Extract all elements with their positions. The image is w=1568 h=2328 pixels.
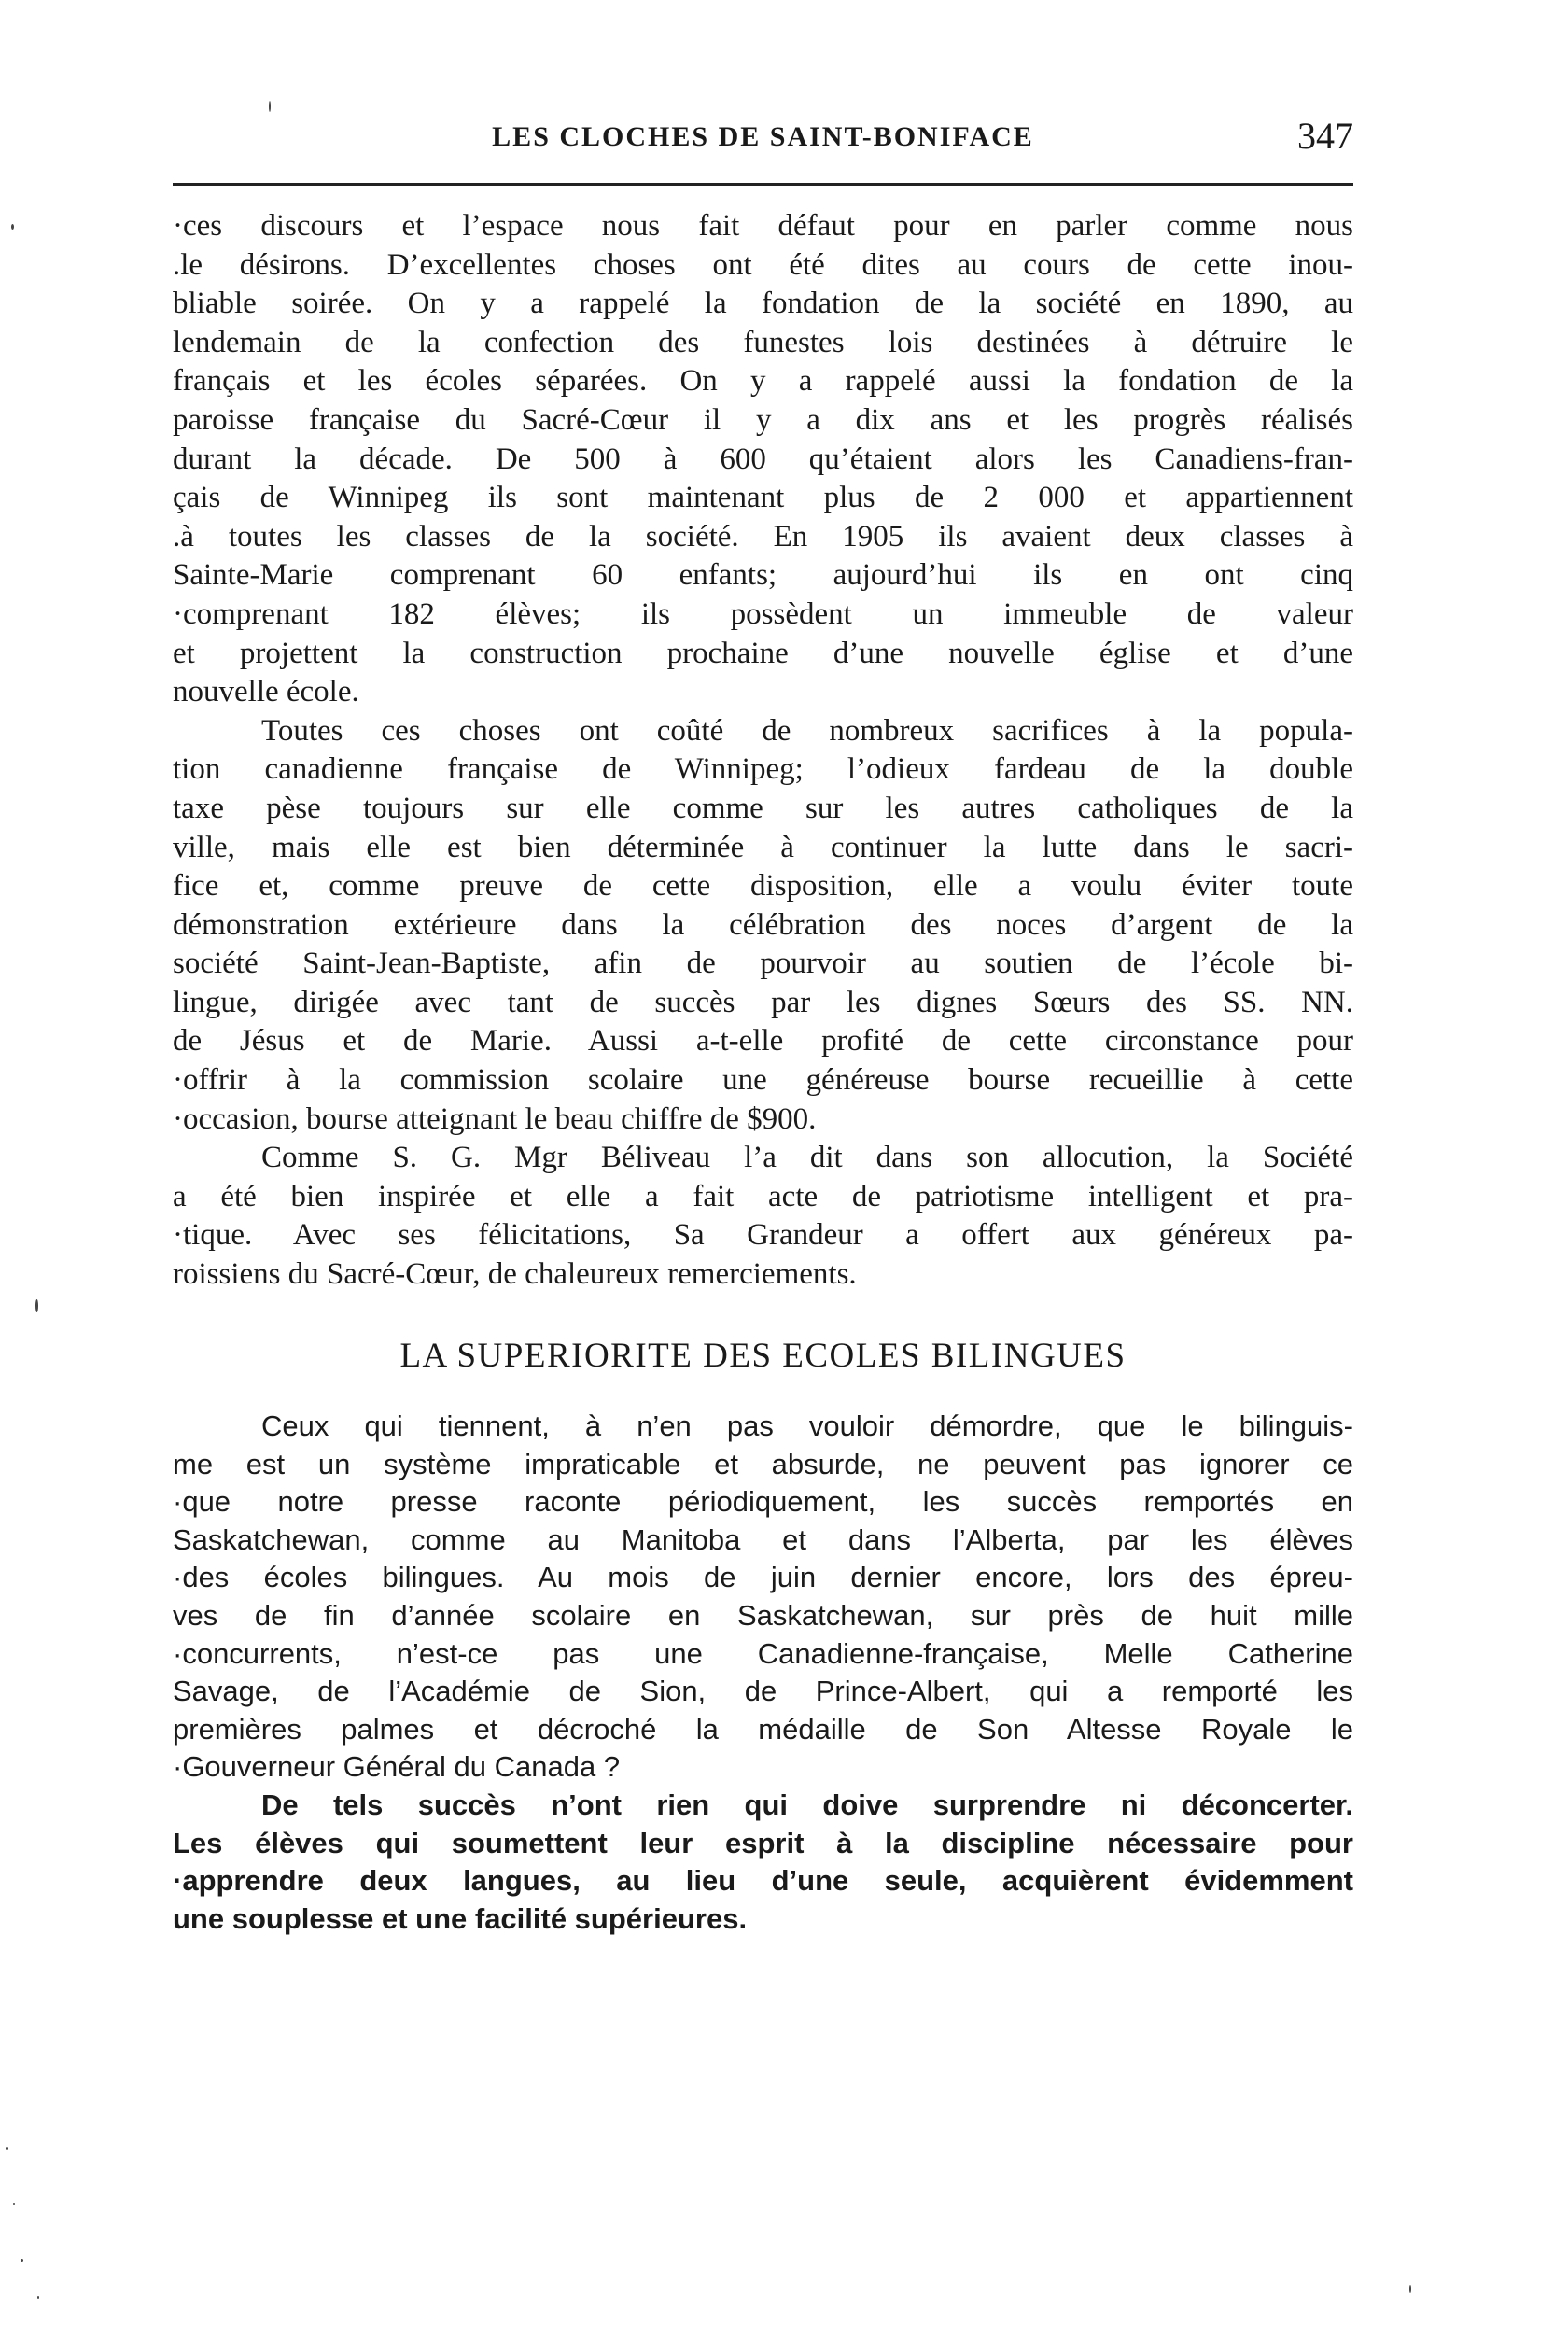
running-title: LES CLOCHES DE SAINT-BONIFACE	[492, 121, 1034, 152]
text-line: paroisse française du Sacré-Cœur il y a dix ans et les progrès réalisés	[173, 402, 1353, 437]
text-line: De tels succès n’ont rien qui doive surprendre ni déconcerter.	[261, 1788, 1353, 1821]
text-line: nouvelle école.	[173, 675, 359, 709]
text-line: ·que notre presse raconte périodiquement, les succès remportés en	[173, 1485, 1353, 1519]
scan-speck	[6, 2147, 8, 2150]
text-line: roissiens du Sacré-Cœur, de chaleureux remerciements.	[173, 1257, 857, 1292]
text-line: démonstration extérieure dans la célébration des noces d’argent de la	[173, 907, 1353, 942]
text-line: Comme S. G. Mgr Béliveau l’a dit dans son allocution, la Société	[261, 1141, 1353, 1175]
text-line: .à toutes les classes de la société. En 1905 ils avaient deux classes à	[173, 519, 1353, 554]
scan-speck	[35, 1299, 38, 1312]
section-heading: LA SUPERIORITE DES ECOLES BILINGUES	[399, 1337, 1127, 1375]
text-line: çais de Winnipeg ils sont maintenant plus de 2 000 et appartiennent	[173, 481, 1353, 515]
scan-speck	[21, 2259, 23, 2262]
page-number: 347	[1297, 115, 1353, 157]
text-line: lendemain de la confection des funestes lois destinées à détruire le	[173, 325, 1353, 359]
text-line: Ceux qui tiennent, à n’en pas vouloir démordre, que le bilinguis-	[261, 1409, 1353, 1442]
text-line: premières palmes et décroché la médaille de Son Altesse Royale le	[173, 1712, 1353, 1746]
text-line: ·concurrents, n’est-ce pas une Canadienne-française, Melle Catherine	[173, 1636, 1353, 1670]
section-body	[173, 1408, 1353, 1938]
text-line: société Saint-Jean-Baptiste, afin de pourvoir au soutien de l’école bi-	[173, 947, 1353, 981]
text-line: me est un système impraticable et absurde, ne peuvent pas ignorer ce	[173, 1447, 1353, 1480]
running-head	[173, 110, 1353, 166]
scan-speck	[13, 2203, 15, 2205]
text-line: Savage, de l’Académie de Sion, de Prince-Albert, qui a remporté les	[173, 1675, 1353, 1708]
text-line: une souplesse et une facilité supérieures.	[173, 1901, 748, 1935]
scan-speck	[37, 2296, 39, 2299]
text-line: .le désirons. D’excellentes choses ont été dites au cours de cette inou-	[173, 247, 1353, 282]
text-line: durant la décade. De 500 à 600 qu’étaient alors les Canadiens-fran-	[173, 442, 1353, 476]
text-line: ville, mais elle est bien déterminée à continuer la lutte dans le sacri-	[173, 830, 1353, 864]
text-line: Sainte-Marie comprenant 60 enfants; aujourd’hui ils en ont cinq	[173, 558, 1353, 593]
scan-speck	[269, 101, 271, 112]
text-line: français et les écoles séparées. On y a rappelé aussi la fondation de la	[173, 364, 1353, 399]
article-body	[173, 207, 1353, 1295]
scan-speck	[11, 224, 14, 230]
text-line: et projettent la construction prochaine d’une nouvelle église et d’une	[173, 636, 1353, 670]
text-line: ·apprendre deux langues, au lieu d’une seule, acquièrent évidemment	[173, 1864, 1353, 1898]
text-line: fice et, comme preuve de cette disposition, elle a voulu éviter toute	[173, 869, 1353, 904]
text-line: Toutes ces choses ont coûté de nombreux sacrifices à la popula-	[261, 713, 1353, 748]
text-line: ·tique. Avec ses félicitations, Sa Grandeur a offert aux généreux pa-	[173, 1218, 1353, 1253]
text-line: ·comprenant 182 élèves; ils possèdent un immeuble de valeur	[173, 596, 1353, 631]
text-line: ·occasion, bourse atteignant le beau chiffre de $900.	[173, 1101, 817, 1136]
text-line: ·des écoles bilingues. Au mois de juin dernier encore, lors des épreu-	[173, 1561, 1353, 1594]
text-line: a été bien inspirée et elle a fait acte de patriotisme intelligent et pra-	[173, 1179, 1353, 1213]
text-line: taxe pèse toujours sur elle comme sur les autres catholiques de la	[173, 791, 1353, 825]
scan-speck	[1409, 2285, 1411, 2293]
text-line: lingue, dirigée avec tant de succès par les dignes Sœurs des SS. NN.	[173, 985, 1353, 1019]
text-line: de Jésus et de Marie. Aussi a-t-elle profité de cette circonstance pour	[173, 1024, 1353, 1059]
text-line: tion canadienne française de Winnipeg; l’odieux fardeau de la double	[173, 752, 1353, 787]
text-line: ·offrir à la commission scolaire une généreuse bourse recueillie à cette	[173, 1063, 1353, 1098]
text-line: ·ces discours et l’espace nous fait défaut pour en parler comme nous	[173, 209, 1353, 243]
text-line: Saskatchewan, comme au Manitoba et dans l’Alberta, par les élèves	[173, 1522, 1353, 1556]
text-line: ves de fin d’année scolaire en Saskatchewan, sur près de huit mille	[173, 1598, 1353, 1632]
header-rule	[173, 183, 1353, 186]
text-line: Les élèves qui soumettent leur esprit à la discipline nécessaire pour	[173, 1826, 1353, 1859]
text-line: ·Gouverneur Général du Canada ?	[173, 1750, 621, 1784]
text-line: bliable soirée. On y a rappelé la fondation de la société en 1890, au	[173, 287, 1353, 321]
